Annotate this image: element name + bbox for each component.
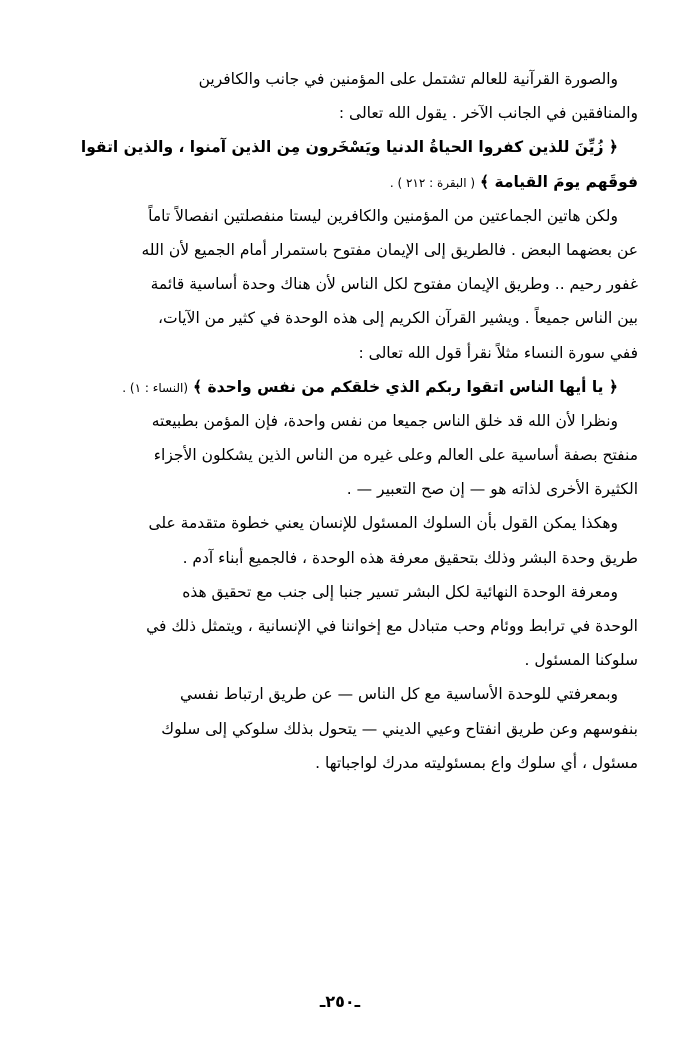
verse-reference: ( البقرة : ٢١٢ ) . <box>389 175 476 190</box>
quran-verse-line: ﴿ زُيِّنَ للذين كفروا الحياةُ الدنيا ويَسْخَرون مِن الذين آمنوا ، والذين اتقوا <box>80 138 618 157</box>
verse-text: فوقَهم يومَ القيامة ﴾ <box>479 172 638 191</box>
text-line: بين الناس جميعاً . ويشير القرآن الكريم إلى هذه الوحدة في كثير من الآيات، <box>157 309 638 328</box>
quran-verse-line <box>44 370 638 404</box>
text-line: ونظرا لأن الله قد خلق الناس جميعا من نفس واحدة، فإن المؤمن بطبيعته <box>151 411 618 430</box>
text-line: مسئول ، أي سلوك واع بمسئوليته مدرك لواجباتها . <box>315 753 638 772</box>
text-line: سلوكنا المسئول . <box>524 651 638 670</box>
text-line: ولكن هاتين الجماعتين من المؤمنين والكافرين ليستا منفصلتين انفصالاً تاماً <box>148 206 618 225</box>
text-line: ومعرفة الوحدة النهائية لكل البشر تسير جنبا إلى جنب مع تحقيق هذه <box>182 582 618 601</box>
text-line: غفور رحيم .. وطريق الإيمان مفتوح لكل الناس لأن هناك وحدة أساسية قائمة <box>150 275 638 294</box>
text-line: الكثيرة الأخرى لذاته هو — إن صح التعبير — . <box>346 480 638 499</box>
text-line: عن بعضهما البعض . فالطريق إلى الإيمان مفتوح باستمرار أمام الجميع لأن الله <box>141 240 638 259</box>
text-line: طريق وحدة البشر وذلك بتحقيق معرفة هذه الوحدة ، فالجميع أبناء آدم . <box>182 548 638 567</box>
body-text <box>44 62 638 780</box>
text-line: والمنافقين في الجانب الآخر . يقول الله تعالى : <box>338 104 638 123</box>
text-line: وهكذا يمكن القول بأن السلوك المسئول للإنسان يعني خطوة متقدمة على <box>148 514 618 533</box>
text-line: بنفوسهم وعن طريق انفتاح وعيي الديني — يتحول بذلك سلوكي إلى سلوك <box>161 719 638 738</box>
verse-reference: (النساء : ١) . <box>122 380 189 395</box>
quran-verse-line <box>44 165 638 199</box>
text-line: والصورة القرآنية للعالم تشتمل على المؤمنين في جانب والكافرين <box>198 70 618 88</box>
text-line: ففي سورة النساء مثلاً نقرأ قول الله تعالى : <box>358 343 638 362</box>
page-number: ـ٢٥٠ـ <box>319 992 361 1011</box>
text-line: منفتح بصفة أساسية على العالم وعلى غيره من الناس الذين يشكلون الأجزاء <box>153 446 638 465</box>
text-line: وبمعرفتي للوحدة الأساسية مع كل الناس — عن طريق ارتباط نفسي <box>179 685 618 704</box>
verse-text: ﴿ يا أيها الناس اتقوا ربكم الذي خلقكم من نفس واحدة ﴾ <box>192 377 618 396</box>
text-line: الوحدة في ترابط ووئام وحب متبادل مع إخواننا في الإنسانية ، ويتمثل ذلك في <box>146 617 638 635</box>
